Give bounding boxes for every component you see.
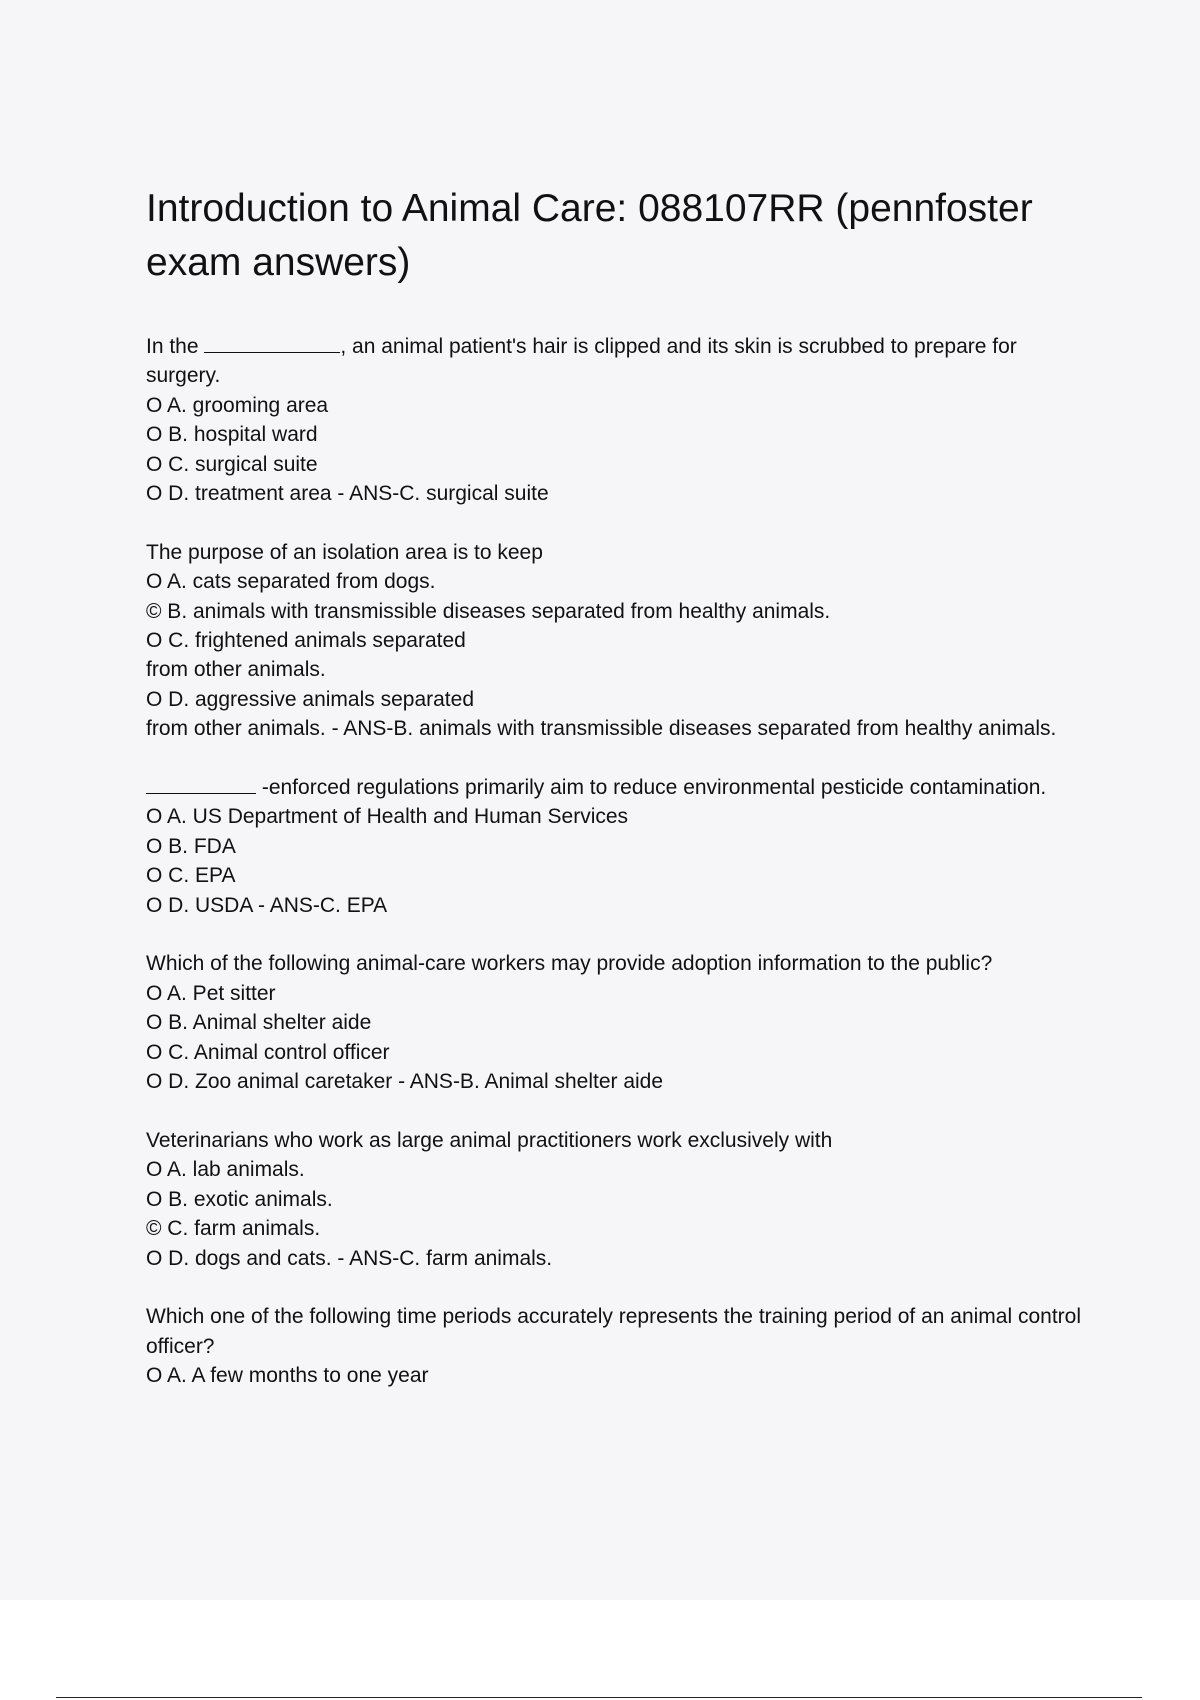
question-2 bbox=[146, 538, 1086, 744]
question-stem: Veterinarians who work as large animal practitioners work exclusively with bbox=[146, 1128, 833, 1152]
fill-in-blank bbox=[146, 773, 256, 794]
answer-option: O A. grooming area bbox=[146, 393, 329, 417]
document-title: Introduction to Animal Care: 088107RR (pennfoster exam answers) bbox=[146, 187, 1033, 284]
answer-option: O C. EPA bbox=[146, 864, 236, 888]
answer-option: O B. Animal shelter aide bbox=[146, 1011, 372, 1035]
fill-in-blank bbox=[204, 332, 340, 353]
answer-option: from other animals. bbox=[146, 658, 326, 682]
question-3 bbox=[146, 773, 1086, 920]
stem-text-after: -enforced regulations primarily aim to reduce environmental pesticide contamination. bbox=[256, 776, 1047, 800]
answer-option: O D. treatment area - ANS-C. surgical suite bbox=[146, 482, 549, 506]
answer-option: O A. A few months to one year bbox=[146, 1364, 429, 1388]
answer-option: O B. FDA bbox=[146, 834, 236, 858]
answer-option: O A. US Department of Health and Human Services bbox=[146, 805, 629, 829]
question-stem: The purpose of an isolation area is to keep bbox=[146, 540, 543, 564]
question-5 bbox=[146, 1126, 1086, 1273]
question-1 bbox=[146, 332, 1086, 508]
answer-option: O C. frightened animals separated bbox=[146, 629, 466, 653]
answer-option: O D. aggressive animals separated bbox=[146, 687, 474, 711]
stem-text-after: , an animal patient's hair is clipped and its skin is scrubbed to prepare for surgery. bbox=[146, 335, 1023, 388]
answer-option: from other animals. - ANS-B. animals with transmissible diseases separated from healthy animals. bbox=[146, 717, 1057, 741]
answer-option: O D. USDA - ANS-C. EPA bbox=[146, 893, 388, 917]
answer-option: O B. hospital ward bbox=[146, 423, 318, 447]
question-stem: Which of the following animal-care workers may provide adoption information to the public? bbox=[146, 952, 993, 976]
document-content bbox=[146, 182, 1086, 1420]
answer-option: O C. Animal control officer bbox=[146, 1040, 390, 1064]
question-stem: Which one of the following time periods accurately represents the training period of an animal control officer? bbox=[146, 1305, 1087, 1358]
question-stem bbox=[146, 773, 1086, 802]
answer-option: O A. cats separated from dogs. bbox=[146, 570, 436, 594]
question-stem bbox=[146, 332, 1086, 391]
answer-option: © C. farm animals. bbox=[146, 1217, 321, 1241]
answer-option: O D. Zoo animal caretaker - ANS-B. Animal shelter aide bbox=[146, 1070, 664, 1094]
answer-option: © B. animals with transmissible diseases separated from healthy animals. bbox=[146, 599, 831, 623]
footer-divider bbox=[56, 1697, 1142, 1698]
answer-option: O A. lab animals. bbox=[146, 1158, 305, 1182]
answer-option: O D. dogs and cats. - ANS-C. farm animals. bbox=[146, 1246, 553, 1270]
question-4 bbox=[146, 949, 1086, 1096]
question-6 bbox=[146, 1302, 1086, 1390]
answer-option: O C. surgical suite bbox=[146, 452, 318, 476]
answer-option: O B. exotic animals. bbox=[146, 1187, 333, 1211]
stem-text-before: In the bbox=[146, 335, 205, 358]
answer-option: O A. Pet sitter bbox=[146, 981, 276, 1005]
